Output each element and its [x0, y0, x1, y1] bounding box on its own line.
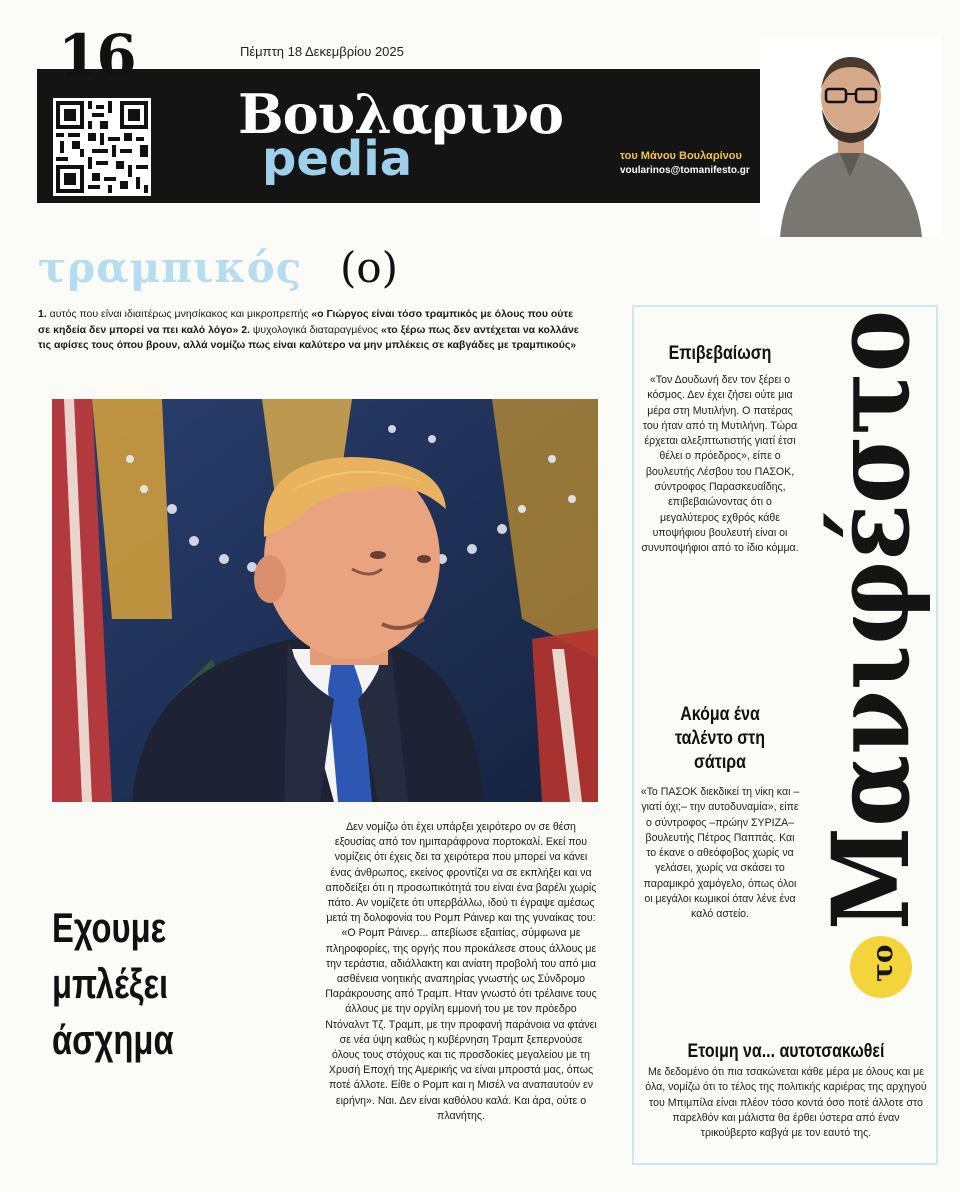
main-headline — [52, 900, 216, 1068]
entry-article: (ο) — [340, 243, 399, 292]
page-number: 16 — [58, 22, 135, 90]
to-badge — [850, 936, 912, 998]
box3-title: Ετοιμη να... αυτοτσακωθεί — [687, 1041, 885, 1062]
headline-line: μπλέξει — [52, 960, 169, 1007]
box1-title: Επιβεβαίωση — [668, 343, 772, 364]
headline-line: Εχουμε — [52, 904, 167, 951]
author-photo — [760, 37, 942, 237]
headline-line: άσχημα — [52, 1016, 174, 1063]
definition-text-2: ψυχολογικά διαταραγμένος — [249, 323, 382, 336]
box2-text: «Το ΠΑΣΟΚ διεκδικεί τη νίκη και –γιατί όχι;– την αυτοδυναμία», είπε ο σύντροφος –πρώην ΣΥΡΙΖΑ– βουλευτής Πέτρος Παππάς. Και το έκανε ο αθεόφοβος χωρίς να γελάσει, χωρίς να σκάσει το παραμικρό χαμόγελο, όπως όλοι οι μεγάλοι κωμικοί όταν λένε ένα καλό αστείο. — [640, 786, 800, 921]
definition-example-2: «το ξέρω πως δεν αντέχεται να κολλάνε τις αφίσες τους όπου βρουν, αλλά νομίζω πως είναι καλύτερο να μην μπλέκεις σε καβγάδες με τραμπικούς» — [38, 323, 579, 351]
issue-date: Πέμπτη 18 Δεκεμβρίου 2025 — [240, 44, 404, 59]
definition-number-1: 1. — [38, 308, 47, 320]
vertical-section-title — [808, 225, 933, 950]
brand-title: Βουλαρινο — [238, 82, 564, 146]
columnist-byline: του Μάνου Βουλαρίνου — [620, 150, 742, 162]
main-photo — [52, 399, 598, 802]
vertical-title-text: Μανιφέστο — [808, 225, 933, 930]
columnist-email[interactable]: voularinos@tomanifesto.gr — [620, 165, 750, 176]
definition-number-2: 2. — [238, 323, 250, 336]
entry-headword: τραμπικός — [38, 243, 303, 292]
box1-text: «Τον Δουδωνή δεν τον ξέρει ο κόσμος. Δεν έχει ζήσει ούτε μια μέρα στη Μυτιλήνη. Ο πατέρας του ήταν από τη Μυτιλήνη. Τώρα έρχεται αλεξιπτωτιστής γιατί έτσι θέλει ο πρόεδρος», είπε ο βουλευτής Λέσβου του ΠΑΣΟΚ, σύντροφος Παρασκευαΐδης, επιβεβαιώνοντας ότι ο μεγαλύτερος εχθρός κάθε υποψήφιου βουλευτή είναι οι συνυποψήφιοι από το ίδιο κόμμα. — [641, 374, 799, 555]
brand-subtitle: pedia — [262, 131, 413, 187]
definition-text-1: αυτός που είναι ιδιαιτέρως μνησίκακος και μικροπρεπής — [46, 308, 312, 320]
definition-example-1: «ο Γιώργος είναι τόσο τραμπικός με όλους που ούτε σε κηδεία δεν μπορεί να πει καλό λόγο» — [38, 308, 574, 336]
article-body: Δεν νομίζω ότι έχει υπάρξει χειρότερο ον σε θέση εξουσίας από τον ημιπαράφρονα πορτοκαλί. Εκεί που νομίζεις ότι έχεις δει τα χειρότερα που μπορεί να κάνει ένας άνθρωπος, εκείνος φροντίζει να σε εκπλήξει και να αποδείξει ότι η προσωπικότητά του είναι ένα βαρέλι χωρίς πάτο. Αν νομίζετε ότι υπερβάλλω, ιδού τι έγραψε αμέσως μετά τη δολοφονία του Ρομπ Ράινερ και της γυναίκας του: «Ο Ρομπ Ράινερ... απεβίωσε εξαιτίας, σύμφωνα με πληροφορίες, της οργής που προκάλεσε στους άλλους με την τεράστια, αδιάλλακτη και ανίατη προβολή του από μια ασθένεια νοητικής αναπηρίας γνωστής ως Σύνδρομο Παράκρουσης από Τραμπ. Ηταν γνωστό ότι τρέλαινε τους άλλους με την οργίλη εμμονή του με τον πρόεδρο Ντόναλντ Τζ. Τραμπ, με την προφανή παράνοια να φτάνει σε νέα ύψη καθώς η κυβέρνηση Τραμπ ξεπερνούσε όλους τους στόχους και τις προσδοκίες μεγαλείου με τη Χρυσή Εποχή της Αμερικής να είναι μπροστά μας, όπως ποτέ άλλοτε. Είθε ο Ρομπ και η Μισέλ να αναπαυτούν εν ειρήνη». Ναι. Δεν είναι καθόλου καλά. Και άρα, ούτε ο πλανήτης. — [325, 821, 597, 1122]
box2-title: Ακόμα ένα ταλέντο στη σάτιρα — [674, 704, 766, 773]
box3-text: Με δεδομένο ότι πια τσακώνεται κάθε μέρα με όλους και με όλα, νομίζω ότι το τέλος της πολιτικής καριέρας της αρχηγού του Μπιμπίλα είναι πλέον τόσο κοντά όσο ποτέ άλλοτε στο παρελθόν και μάλιστα θα έρθει ύστερα από έναν τρικούβερτο καβγά με τον εαυτό της. — [645, 1066, 927, 1140]
to-badge-text: το — [866, 944, 899, 982]
qr-code-icon[interactable] — [53, 98, 151, 196]
entry-definition — [38, 307, 586, 354]
